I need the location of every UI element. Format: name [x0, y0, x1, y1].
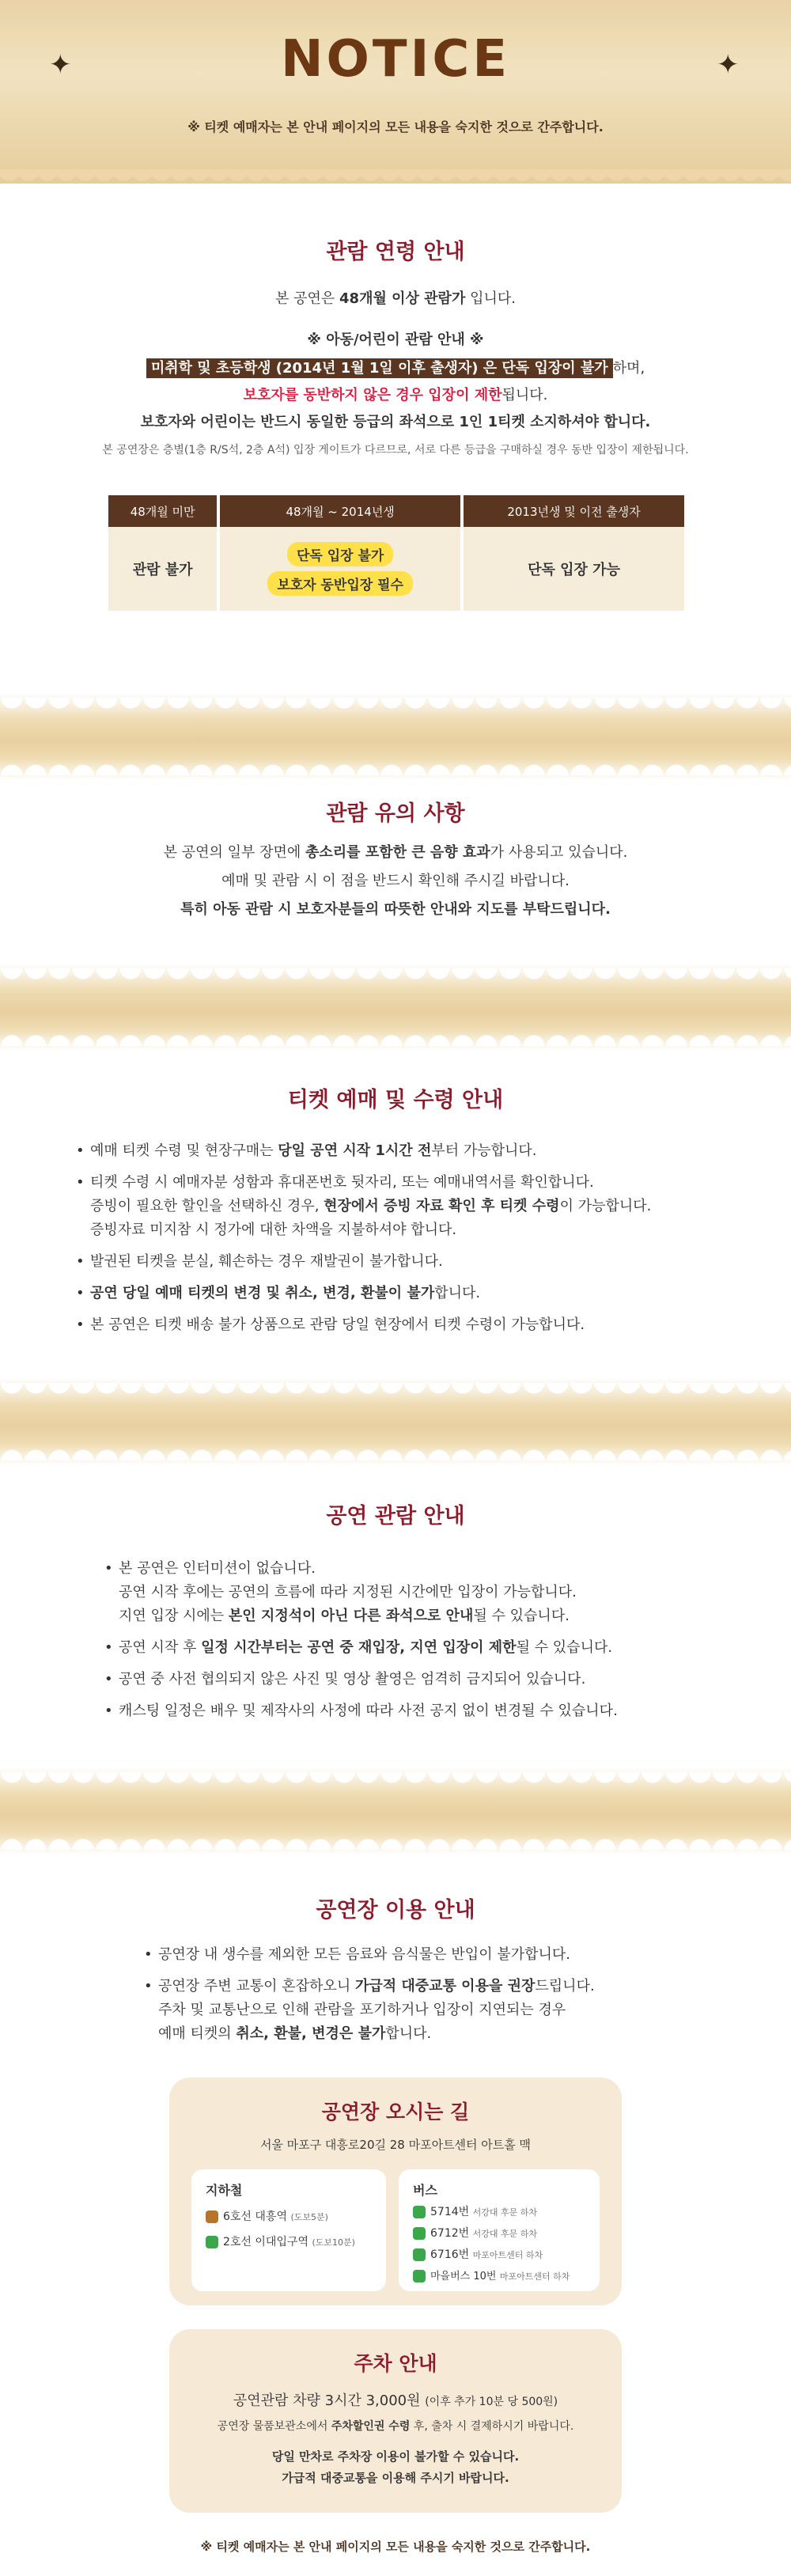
bus-item: 마을버스 10번 마포아트센터 하차	[413, 2267, 600, 2289]
list-item: • 발권된 티켓을 분실, 훼손하는 경우 재발권이 불가합니다.	[73, 1250, 737, 1274]
bus-box	[399, 2169, 600, 2291]
list-item: • 티켓 수령 시 예매자분 성함과 휴대폰번호 뒷자리, 또는 예매내역서를 확인합니다.	[73, 1171, 737, 1195]
list-item-cont: 증빙이 필요한 할인을 선택하신 경우, 현장에서 증빙 자료 확인 후 티켓 수령이 가능합니다.	[90, 1198, 652, 1214]
age-line1: 본 공연은 48개월 이상 관람가 입니다.	[275, 290, 516, 307]
list-item: • 예매 티켓 수령 및 현장구매는 당일 공연 시작 1시간 전부터 가능합니다.	[73, 1139, 737, 1163]
caution-line3: 특히 아동 관람 시 보호자분들의 따뜻한 안내와 지도를 부탁드립니다.	[180, 901, 611, 918]
bus-icon	[413, 2227, 426, 2240]
age-heading: 관람 연령 안내	[326, 240, 465, 264]
list-item-cont: 증빙자료 미지참 시 정가에 대한 차액을 지불하셔야 합니다.	[90, 1222, 457, 1238]
directions-card	[169, 2078, 622, 2305]
age-table-header: 48개월 미만	[108, 495, 217, 527]
list-item-cont: 주차 및 교통난으로 인해 관람을 포기하거나 입장이 지연되는 경우	[158, 2002, 566, 2018]
address: 서울 마포구 대흥로20길 28 마포아트센터 아트홀 맥	[259, 2138, 532, 2152]
list-item: • 공연 중 사전 협의되지 않은 사진 및 영상 촬영은 엄격히 금지되어 있습니다.	[101, 1668, 734, 1691]
bus-icon	[413, 2248, 426, 2261]
bus-icon	[413, 2270, 426, 2282]
age-table-cell: 관람 불가	[108, 527, 217, 611]
age-table-header: 2013년생 및 이전 출생자	[464, 495, 684, 527]
child-heading: ※ 아동/어린이 관람 안내 ※	[307, 331, 484, 348]
list-item: • 공연 시작 후 일정 시간부터는 공연 중 재입장, 지연 입장이 제한될 수 있습니다.	[101, 1636, 734, 1660]
age-line4: 보호자를 동반하지 않은 경우 입장이 제한됩니다.	[243, 387, 548, 403]
header-band	[0, 0, 791, 184]
page-title: NOTICE	[280, 30, 511, 89]
caution-line2: 예매 및 관람 시 이 점을 반드시 확인해 주시길 바랍니다.	[221, 873, 570, 889]
parking-title: 주차 안내	[354, 2352, 437, 2375]
torn-divider	[0, 693, 791, 780]
bus-item: 6716번 마포아트센터 하차	[413, 2246, 600, 2267]
list-item: • 본 공연은 티켓 배송 불가 상품으로 관람 당일 현장에서 티켓 수령이 가능합니다.	[73, 1313, 737, 1337]
subway-icon	[206, 2210, 218, 2223]
subway-item: 2호선 이대입구역 (도보10분)	[206, 2233, 386, 2259]
ticket-heading: 티켓 예매 및 수령 안내	[287, 1088, 504, 1112]
status-badge: 보호자 동반입장 필수	[267, 571, 413, 596]
torn-divider	[0, 1378, 791, 1465]
bus-icon	[413, 2206, 426, 2218]
status-badge: 단독 입장 불가	[287, 542, 393, 566]
bus-item: 5714번 서강대 후문 하차	[413, 2203, 600, 2225]
bus-title: 버스	[413, 2183, 437, 2198]
parking-line2: 공연장 물품보관소에서 주차할인권 수령 후, 출차 시 결제하시기 바랍니다.	[217, 2420, 574, 2433]
ticket-list	[73, 1139, 737, 1345]
venue-list	[141, 1943, 742, 2046]
age-table-cell	[220, 527, 460, 611]
directions-title: 공연장 오시는 길	[321, 2101, 470, 2123]
parking-line1: 공연관람 차량 3시간 3,000원 (이후 추가 10분 당 500원)	[233, 2392, 558, 2409]
age-table-header: 48개월 ~ 2014년생	[220, 495, 460, 527]
show-heading: 공연 관람 안내	[326, 1504, 465, 1529]
subway-title: 지하철	[206, 2183, 243, 2198]
caution-heading: 관람 유의 사항	[326, 801, 465, 826]
parking-card	[169, 2329, 622, 2513]
parking-line3: 당일 만차로 주차장 이용이 불가할 수 있습니다.	[271, 2449, 520, 2464]
list-item: • 캐스팅 일정은 배우 및 제작사의 사정에 따라 사전 공지 없이 변경될 수 있습니다.	[101, 1699, 734, 1723]
subway-icon	[206, 2236, 218, 2248]
header-notice: ※ 티켓 예매자는 본 안내 페이지의 모든 내용을 숙지한 것으로 간주합니다.	[187, 119, 604, 134]
footer-notice: ※ 티켓 예매자는 본 안내 페이지의 모든 내용을 숙지한 것으로 간주합니다.	[200, 2540, 591, 2554]
subway-item: 6호선 대흥역 (도보5분)	[206, 2208, 386, 2233]
age-line3: 미취학 및 초등학생 (2014년 1월 1일 이후 출생자) 은 단독 입장이 불가 하며,	[0, 356, 791, 381]
age-table	[105, 495, 687, 611]
show-list	[101, 1557, 734, 1731]
list-item: • 공연장 주변 교통이 혼잡하오니 가급적 대중교통 이용을 권장드립니다.	[141, 1975, 742, 1998]
list-item-cont: 지연 입장 시에는 본인 지정석이 아닌 다른 좌석으로 안내될 수 있습니다.	[119, 1608, 570, 1624]
parking-line4: 가급적 대중교통을 이용해 주시기 바랍니다.	[282, 2471, 509, 2485]
list-item: • 본 공연은 인터미션이 없습니다.	[101, 1557, 734, 1581]
age-table-cell: 단독 입장 가능	[464, 527, 684, 611]
age-line5: 보호자와 어린이는 반드시 동일한 등급의 좌석으로 1인 1티켓 소지하셔야 합니다.	[140, 414, 651, 430]
list-item-cont: 예매 티켓의 취소, 환불, 변경은 불가합니다.	[158, 2025, 432, 2042]
sparkle-icon: ✦	[717, 49, 740, 81]
sparkle-icon: ✦	[49, 49, 72, 81]
list-item: • 공연 당일 예매 티켓의 변경 및 취소, 변경, 환불이 불가합니다.	[73, 1282, 737, 1305]
list-item: • 공연장 내 생수를 제외한 모든 음료와 음식물은 반입이 불가합니다.	[141, 1943, 742, 1967]
torn-divider	[0, 1767, 791, 1854]
subway-box	[191, 2169, 386, 2291]
bus-item: 6712번 서강대 후문 하차	[413, 2225, 600, 2246]
age-line6: 본 공연장은 층별(1층 R/S석, 2층 A석) 입장 게이트가 다르므로, 서로 다른 등급을 구매하실 경우 동반 입장이 제한됩니다.	[102, 444, 689, 456]
caution-line1: 본 공연의 일부 장면에 총소리를 포함한 큰 음향 효과가 사용되고 있습니다.	[163, 844, 628, 861]
torn-divider	[0, 964, 791, 1051]
venue-heading: 공연장 이용 안내	[316, 1898, 475, 1923]
list-item-cont: 공연 시작 후에는 공연의 흐름에 따라 지정된 시간에만 입장이 가능합니다.	[119, 1584, 577, 1601]
